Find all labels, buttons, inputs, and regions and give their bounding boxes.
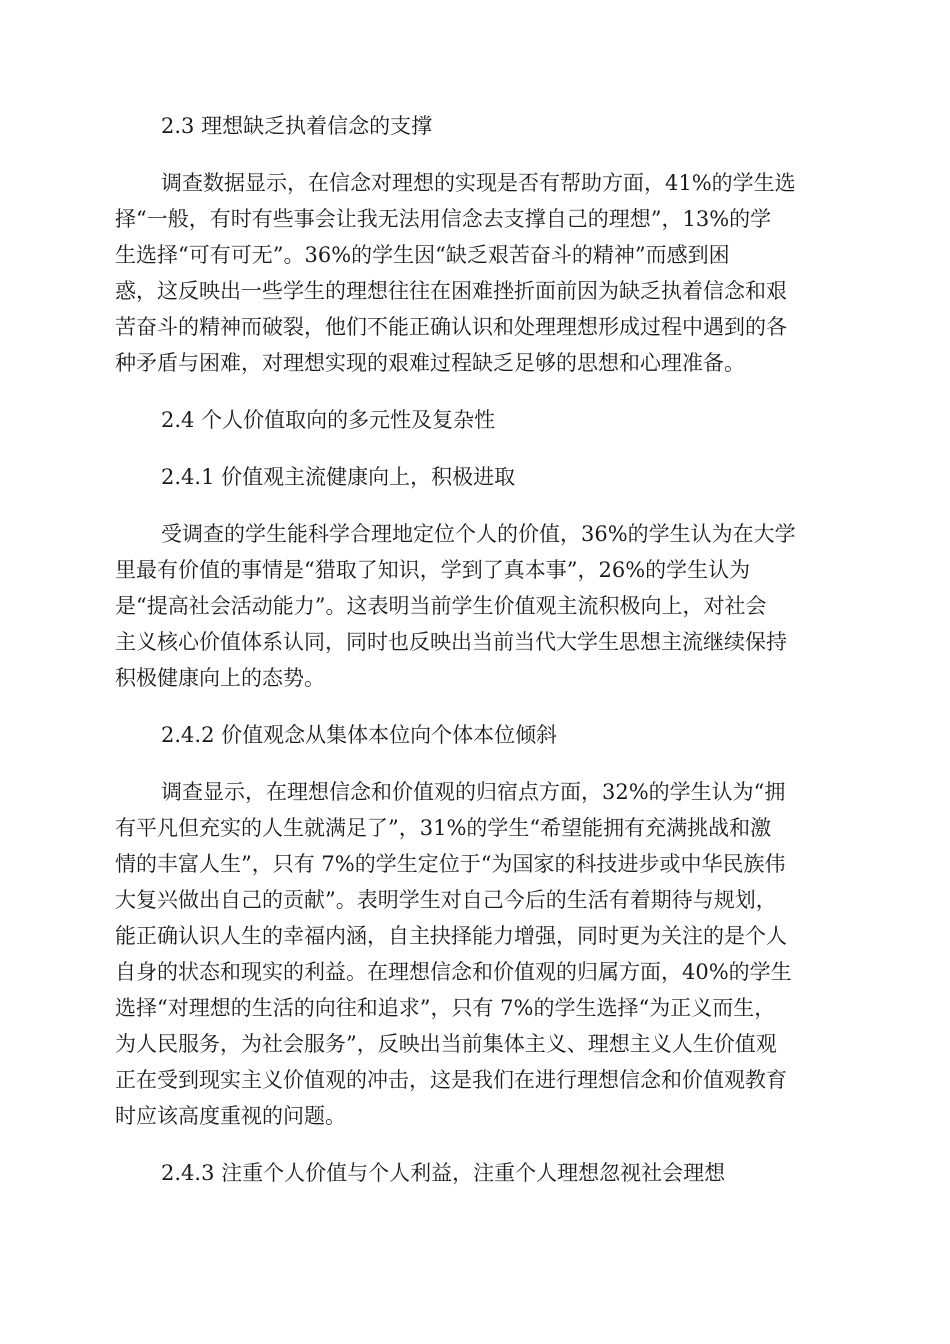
paragraph-line: 择“一般，有时有些事会让我无法用信念去支撑自己的理想”，13%的学: [115, 207, 772, 231]
paragraph-line: 正在受到现实主义价值观的冲击，这是我们在进行理想信念和价值观教育: [115, 1068, 787, 1092]
paragraph-line: 是“提高社会活动能力”。这表明当前学生价值观主流积极向上，对社会: [115, 594, 767, 618]
paragraph-line: 惑，这反映出一些学生的理想往往在困难挫折面前因为缺乏执着信念和艰: [115, 279, 787, 303]
paragraph-line: 为人民服务，为社会服务”，反映出当前集体主义、理想主义人生价值观: [115, 1032, 777, 1056]
section-heading-2-4-3: 2.4.3 注重个人价值与个人利益，注重个人理想忽视社会理想: [161, 1161, 726, 1185]
paragraph-line: 生选择“可有可无”。36%的学生因“缺乏艰苦奋斗的精神”而感到困: [115, 243, 730, 267]
paragraph-line: 受调查的学生能科学合理地定位个人的价值，36%的学生认为在大学: [161, 522, 796, 546]
paragraph-line: 自身的状态和现实的利益。在理想信念和价值观的归属方面，40%的学生: [115, 960, 792, 984]
paragraph-line: 调查数据显示，在信念对理想的实现是否有帮助方面，41%的学生选: [161, 171, 796, 195]
paragraph-2-4-2: [115, 774, 835, 1134]
paragraph-line: 时应该高度重视的问题。: [115, 1104, 346, 1128]
paragraph-line: 积极健康向上的态势。: [115, 666, 325, 690]
section-heading-2-4-2: 2.4.2 价值观念从集体本位向个体本位倾斜: [161, 723, 558, 747]
paragraph-2-3: [115, 165, 835, 381]
paragraph-line: 选择“对理想的生活的向往和追求”，只有 7%的学生选择“为正义而生，: [115, 996, 776, 1020]
paragraph-2-4-1: [115, 516, 835, 696]
paragraph-line: 种矛盾与困难，对理想实现的艰难过程缺乏足够的思想和心理准备。: [115, 351, 745, 375]
paragraph-line: 有平凡但充实的人生就满足了”，31%的学生“希望能拥有充满挑战和激: [115, 816, 772, 840]
paragraph-line: 能正确认识人生的幸福内涵，自主抉择能力增强，同时更为关注的是个人: [115, 924, 787, 948]
document-page: [115, 108, 835, 1212]
section-heading-2-3: 2.3 理想缺乏执着信念的支撑: [161, 114, 433, 138]
paragraph-line: 苦奋斗的精神而破裂，他们不能正确认识和处理理想形成过程中遇到的各: [115, 315, 787, 339]
section-heading-2-4-1: 2.4.1 价值观主流健康向上，积极进取: [161, 465, 516, 489]
section-heading-2-4: 2.4 个人价值取向的多元性及复杂性: [161, 408, 496, 432]
paragraph-line: 情的丰富人生”，只有 7%的学生定位于“为国家的科技进步或中华民族伟: [115, 852, 786, 876]
paragraph-line: 主义核心价值体系认同，同时也反映出当前当代大学生思想主流继续保持: [115, 630, 787, 654]
paragraph-line: 里最有价值的事情是“猎取了知识，学到了真本事”，26%的学生认为: [115, 558, 751, 582]
paragraph-line: 调查显示，在理想信念和价值观的归宿点方面，32%的学生认为“拥: [161, 780, 786, 804]
paragraph-line: 大复兴做出自己的贡献”。表明学生对自己今后的生活有着期待与规划，: [115, 888, 777, 912]
